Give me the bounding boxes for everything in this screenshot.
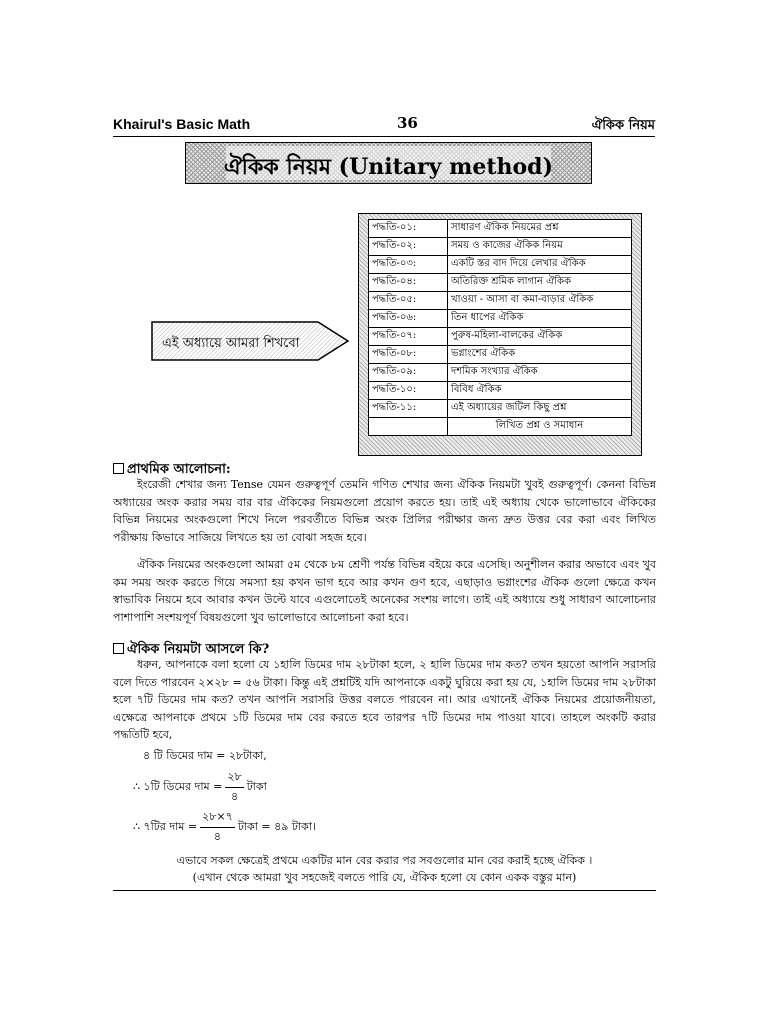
- book-title: Khairul's Basic Math: [113, 116, 251, 132]
- method-number: পদ্ধতি-০১:: [369, 220, 448, 238]
- fraction: $\frac{২৮}{৪}$: [227, 770, 242, 803]
- methods-table-row: [369, 256, 632, 274]
- method-topic: একটি স্তর বাদ দিয়ে লেখার ঐকিক: [448, 256, 632, 274]
- methods-table-row: [369, 400, 632, 418]
- method-topic: এই অধ্যায়ের জটিল কিছু প্রশ্ন: [448, 400, 632, 418]
- method-number: পদ্ধতি-০২:: [369, 238, 448, 256]
- section-heading-intro: প্রাথমিক আলোচনা:: [113, 460, 231, 481]
- section-heading-what: ঐকিক নিয়মটা আসলে কি?: [113, 640, 269, 661]
- methods-table-footer-row: [369, 418, 632, 436]
- method-topic: খাওয়া - আসা বা কমা-বাড়ার ঐকিক: [448, 292, 632, 310]
- equation-line-3: ∴ ৭টির দাম = $\frac{২৮\times ৭}{৪}$ টাকা = ৪৯ টাকা।: [133, 808, 316, 847]
- methods-table: [368, 219, 632, 436]
- methods-table-row: [369, 238, 632, 256]
- method-number: পদ্ধতি-০৬:: [369, 310, 448, 328]
- page-header: [113, 114, 655, 137]
- method-number: পদ্ধতি-১১:: [369, 400, 448, 418]
- chapter-arrow-label: এই অধ্যায়ে আমরা শিখবো: [162, 336, 300, 351]
- methods-table-row: [369, 364, 632, 382]
- checkbox-icon: [113, 463, 124, 474]
- written-questions-label: লিখিত প্রশ্ন ও সমাধান: [448, 418, 632, 436]
- fraction: $\frac{২৮\times ৭}{৪}$: [202, 810, 233, 843]
- what-paragraph: ধরুন, আপনাকে বলা হলো যে ১হালি ডিমের দাম ২৮টাকা হলে, ২ হালি ডিমের দাম কত? তখন হয়তো আপনি সরাসরি বলে দিতে পারবেন ২×২৮ = ৫৬ টাকা। কিন্তু এই প্রশ্নটিই যদি আপনাকে একটু ঘুরিয়ে করা হয় যে, ১হালি ডিমের দাম ২৮টাকা হলে ৭টি ডিমের দাম কত? তখন আপনি সরাসরি উত্তর বলতে পারবেন না। আর এখানেই ঐকিক নিয়মের প্রয়োজনীয়তা, এক্ষেত্রে আপনাকে প্রথমে ১টি ডিমের দাম বের করতে হবে তারপর ৭টি ডিমের দাম পাওয়া যাবে। তাহলে অংকটি করার পদ্ধতিটি হবে,: [113, 658, 656, 741]
- method-topic: দশমিক সংখ্যার ঐকিক: [448, 364, 632, 382]
- intro-paragraph-1: ইংরেজী শেখার জন্য Tense যেমন গুরুত্বপূর্ণ তেমনি গণিত শেখার জন্য ঐকিক নিয়মটা খুবই গুরুত্বপূর্ণ। কেননা বিভিন্ন অধ্যায়ের অংক করার সময় বার বার ঐকিকের নিয়মগুলো প্রয়োগ করতে হয়। তাই এই অধ্যায় থেকে ভালোভাবে ঐকিকের বিভিন্ন নিয়মের অংকগুলো শিখে নিলে পরবর্তীতে বিভিন্ন অংক প্রিলির পরীক্ষার জন্য দ্রুত উত্তর বের করা এবং লিখিত পরীক্ষায় কিভাবে সাজিয়ে লিখতে হয় তা বোঝা সহজ হবে।: [113, 478, 656, 544]
- method-topic: অতিরিক্ত শ্রমিক লাগান ঐকিক: [448, 274, 632, 292]
- methods-table-box: [358, 213, 642, 456]
- checkbox-icon: [113, 643, 124, 654]
- methods-table-row: [369, 310, 632, 328]
- method-number: পদ্ধতি-০৩:: [369, 256, 448, 274]
- footer-divider: [113, 890, 656, 891]
- method-topic: বিবিধ ঐকিক: [448, 382, 632, 400]
- equation-line-2: ∴ ১টি ডিমের দাম = $\frac{২৮}{৪}$ টাকা: [133, 768, 267, 807]
- chapter-title-box: [185, 142, 592, 184]
- chapter-title: ঐকিক নিয়ম (Unitary method): [224, 154, 553, 180]
- methods-table-row: [369, 346, 632, 364]
- method-number: পদ্ধতি-০৫:: [369, 292, 448, 310]
- page-number: 36: [397, 114, 418, 132]
- method-number: পদ্ধতি-০৪:: [369, 274, 448, 292]
- method-topic: তিন ধাপের ঐকিক: [448, 310, 632, 328]
- chapter-name: ঐকিক নিয়ম: [591, 118, 655, 133]
- intro-paragraph-2: ঐকিক নিয়মের অংকগুলো আমরা ৫ম থেকে ৮ম শ্রেণী পর্যন্ত বিভিন্ন বইয়ে করে এসেছি। অনুশীলন করার অভাবে এবং খুব কম সময় অংক করতে গিয়ে সমস্যা হয় কখন ভাগ হবে আর কখন গুণ হবে, এছাড়াও ভগ্নাংশের ঐকিক গুলো ক্ষেত্রে কখন স্বাভাবিক নিয়মে হবে আবার কখন উল্টে যাবে এগুলোতেই অনেকের সংশয় লাগে। তাই এই অধ্যায়ে শুধু সাধারণ আলোচনার পাশাপাশি সংশয়পূর্ণ বিষয়গুলো খুব ভালোভাবে আলোচনা করা হবে।: [113, 558, 656, 624]
- method-number: পদ্ধতি-০৭:: [369, 328, 448, 346]
- method-number: পদ্ধতি-০৯:: [369, 364, 448, 382]
- method-topic: সাধারণ ঐকিক নিয়মের প্রশ্ন: [448, 220, 632, 238]
- equation-line-1: ৪ টি ডিমের দাম = ২৮টাকা,: [143, 749, 267, 762]
- conclusion-line-2: (এখান থেকে আমরা খুব সহজেই বলতে পারি যে, ঐকিক হলো যে কোন একক বস্তুর মান): [192, 871, 577, 884]
- methods-table-row: [369, 328, 632, 346]
- method-topic: সময় ও কাজের ঐকিক নিয়ম: [448, 238, 632, 256]
- method-topic: পুরুষ-মহিলা-বালকের ঐকিক: [448, 328, 632, 346]
- methods-table-row: [369, 292, 632, 310]
- method-topic: ভগ্নাংশের ঐকিক: [448, 346, 632, 364]
- method-number: পদ্ধতি-০৮:: [369, 346, 448, 364]
- methods-table-row: [369, 220, 632, 238]
- methods-table-row: [369, 274, 632, 292]
- method-number: পদ্ধতি-১০:: [369, 382, 448, 400]
- conclusion-line-1: এভাবে সকল ক্ষেত্রেই প্রথমে একটির মান বের করার পর সবগুলোর মান বের করাই হচ্ছে ঐকিক ।: [176, 854, 593, 867]
- methods-table-row: [369, 382, 632, 400]
